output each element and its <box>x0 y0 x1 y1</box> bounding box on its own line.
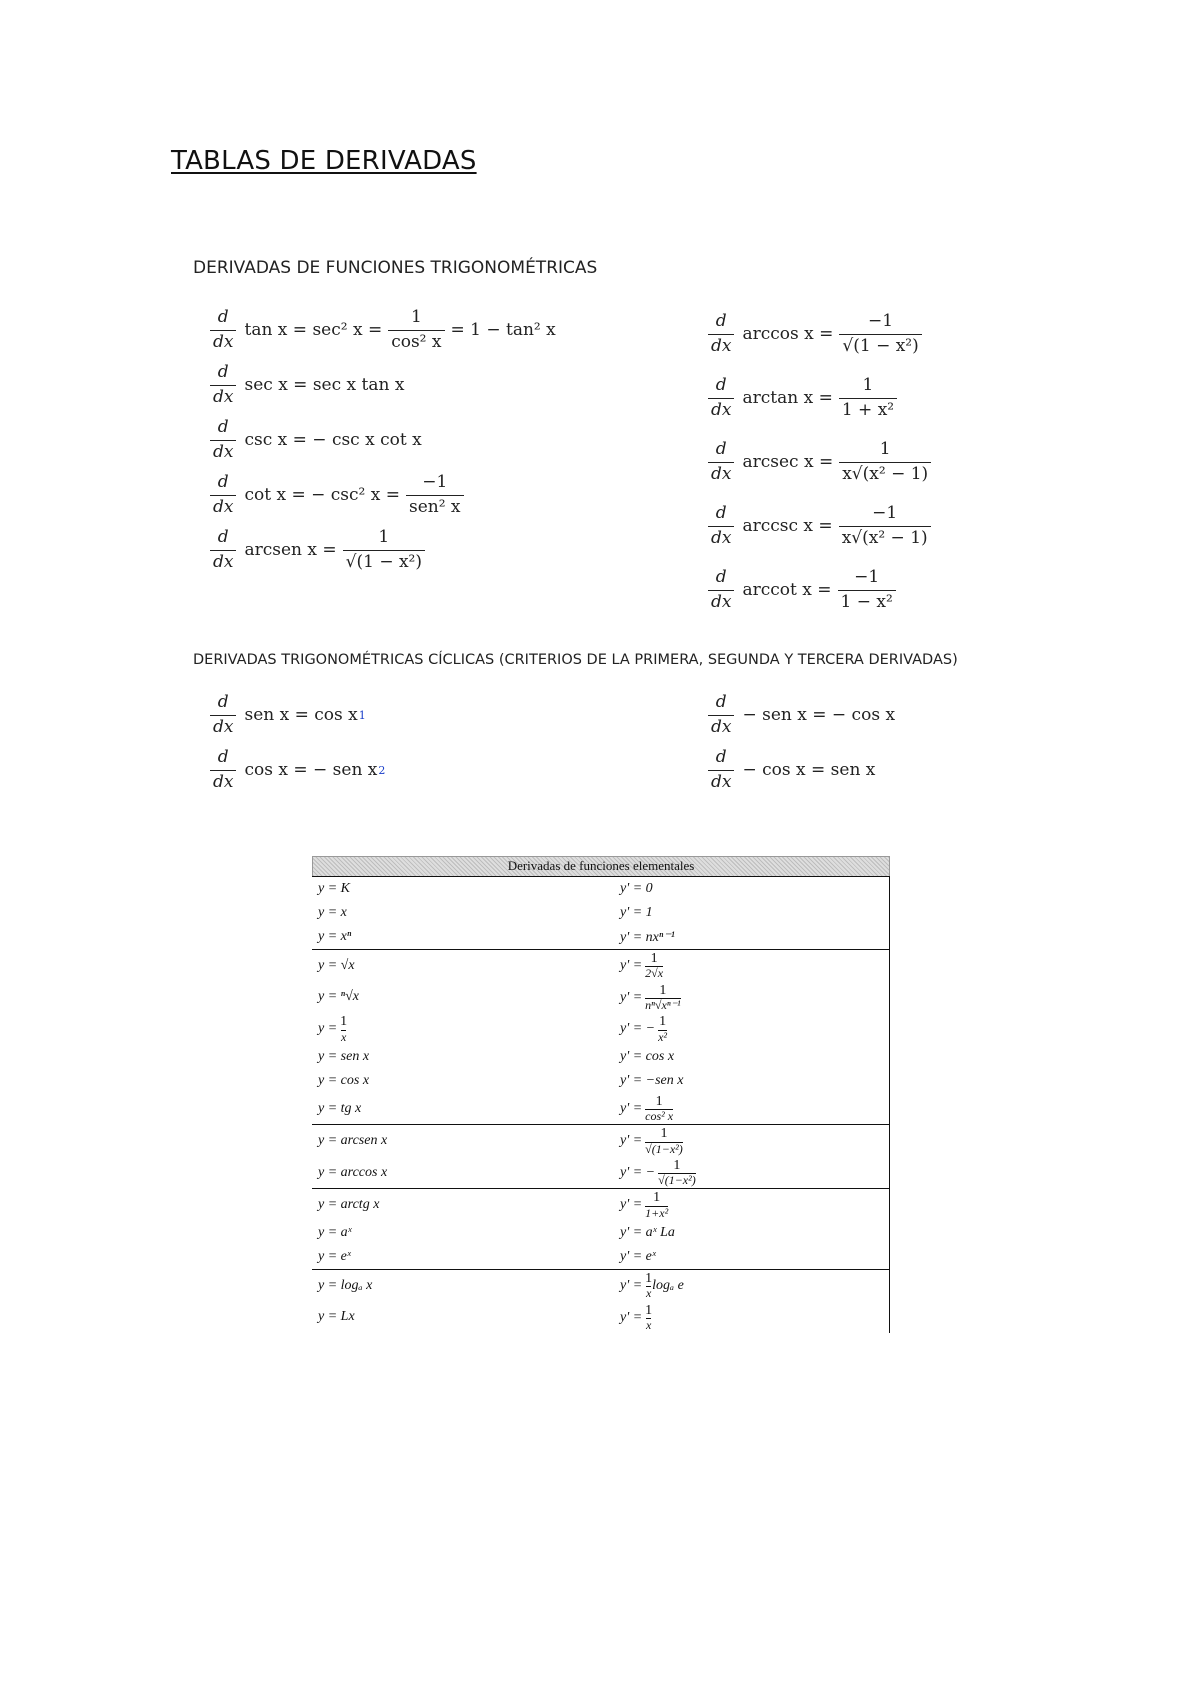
formula-expression: sec x = sec x tan x <box>244 375 405 396</box>
derivative-operator <box>210 418 236 462</box>
result-fraction <box>388 308 444 352</box>
operator-numerator: d <box>715 567 727 587</box>
table-row <box>312 982 890 1014</box>
derivative-fraction <box>645 983 680 1013</box>
derivative-text: y' = <box>620 958 643 973</box>
table-row <box>312 1189 890 1221</box>
operator-denominator: dx <box>708 462 734 485</box>
fraction-denominator: cos² x <box>645 1109 674 1124</box>
fraction-numerator: 1 <box>659 1014 667 1030</box>
fraction-numerator: 1 <box>410 307 422 327</box>
fraction-denominator: x² <box>658 1029 668 1044</box>
derivative-fraction <box>645 1094 673 1124</box>
operator-denominator: dx <box>708 715 734 738</box>
formula-expression: sen x = cos x <box>244 705 358 726</box>
operator-numerator: d <box>715 503 727 523</box>
function-text: y = xⁿ <box>318 929 352 944</box>
derivative-operator <box>708 504 734 548</box>
function-cell <box>312 1125 614 1157</box>
operator-denominator: dx <box>708 398 734 421</box>
table-row <box>312 925 890 950</box>
trig-right-formula <box>708 568 902 612</box>
operator-numerator: d <box>217 307 229 327</box>
derivative-operator <box>708 693 734 737</box>
derivative-cell <box>614 1013 890 1045</box>
function-cell <box>312 1221 614 1245</box>
derivative-cell <box>614 982 890 1014</box>
result-fraction <box>839 312 921 356</box>
formula-tail: = 1 − tan² x <box>450 320 556 341</box>
footnote-marker: 2 <box>378 763 386 777</box>
fraction-numerator: −1 <box>868 311 894 331</box>
derivative-text: y' = eˣ <box>620 1249 656 1265</box>
operator-numerator: d <box>217 692 229 712</box>
result-fraction <box>839 440 931 484</box>
fraction-denominator: nⁿ√xⁿ⁻¹ <box>645 997 681 1012</box>
formula-expression: cot x = − csc² x = <box>244 485 400 506</box>
operator-numerator: d <box>217 362 229 382</box>
derivative-fraction <box>658 1014 667 1044</box>
derivative-operator <box>708 440 734 484</box>
derivative-text: y' = nxⁿ⁻¹ <box>620 929 675 945</box>
derivative-cell <box>614 1302 890 1334</box>
derivative-text: y' = 1 <box>620 905 653 920</box>
derivative-text: y' = −sen x <box>620 1072 684 1088</box>
derivative-operator <box>210 473 236 517</box>
fraction-numerator: −1 <box>854 567 880 587</box>
operator-denominator: dx <box>210 330 236 353</box>
fraction-denominator: cos² x <box>388 330 444 353</box>
derivative-cell <box>614 1245 890 1270</box>
function-cell <box>312 1045 614 1069</box>
derivative-operator <box>210 693 236 737</box>
fraction-numerator: −1 <box>422 472 448 492</box>
derivative-fraction <box>645 951 663 981</box>
operator-numerator: d <box>217 747 229 767</box>
trig-right-formula <box>708 312 928 356</box>
section-heading-trig: DERIVADAS DE FUNCIONES TRIGONOMÉTRICAS <box>193 258 598 278</box>
operator-denominator: dx <box>708 770 734 793</box>
operator-denominator: dx <box>210 550 236 573</box>
operator-numerator: d <box>715 692 727 712</box>
function-text: y = aˣ <box>318 1225 352 1241</box>
derivative-fraction <box>645 1126 683 1156</box>
fraction-numerator: 1 <box>660 1126 668 1142</box>
operator-denominator: dx <box>210 385 236 408</box>
function-fraction <box>340 1014 347 1044</box>
formula-expression: − cos x = sen x <box>742 760 876 781</box>
fraction-denominator: sen² x <box>406 495 464 518</box>
cyclic-right-formula <box>708 748 875 792</box>
trig-left-formula <box>210 308 556 352</box>
fraction-denominator: √(1 − x²) <box>839 334 921 357</box>
derivative-cell <box>614 1157 890 1189</box>
fraction-denominator: x <box>645 1318 652 1333</box>
function-text: y = arccos x <box>318 1164 388 1180</box>
result-fraction <box>343 528 425 572</box>
derivative-text: y' = <box>620 1197 643 1213</box>
derivative-cell <box>614 1270 890 1302</box>
function-text: y = eˣ <box>318 1249 351 1265</box>
operator-numerator: d <box>217 417 229 437</box>
derivative-text: y' = aˣ La <box>620 1225 675 1241</box>
derivative-fraction <box>658 1158 696 1188</box>
fraction-numerator: 1 <box>673 1157 681 1173</box>
fraction-denominator: √(1−x²) <box>658 1173 696 1188</box>
derivative-fraction <box>645 1190 668 1220</box>
table-row <box>312 950 890 982</box>
function-text: y = x <box>318 905 347 920</box>
cyclic-left-formula <box>210 693 366 737</box>
operator-numerator: d <box>715 439 727 459</box>
derivative-cell <box>614 1045 890 1069</box>
operator-numerator: d <box>217 472 229 492</box>
function-text: y = tg x <box>318 1100 362 1116</box>
fraction-numerator: 1 <box>378 527 390 547</box>
fraction-denominator: x√(x² − 1) <box>839 526 931 549</box>
formula-expression: tan x = sec² x = <box>244 320 383 341</box>
fraction-numerator: 1 <box>653 1190 661 1206</box>
operator-denominator: dx <box>210 440 236 463</box>
fraction-denominator: √(1−x²) <box>645 1141 683 1156</box>
derivative-cell <box>614 1221 890 1245</box>
trig-right-formula <box>708 504 937 548</box>
derivative-cell <box>614 925 890 950</box>
operator-numerator: d <box>715 747 727 767</box>
function-text: y = Lx <box>318 1309 355 1325</box>
function-cell <box>312 950 614 982</box>
function-cell <box>312 1189 614 1221</box>
derivative-cell <box>614 1069 890 1093</box>
operator-denominator: dx <box>708 334 734 357</box>
trig-left-formula <box>210 473 470 517</box>
result-fraction <box>839 504 931 548</box>
derivative-operator <box>210 528 236 572</box>
result-fraction <box>838 568 896 612</box>
operator-numerator: d <box>715 311 727 331</box>
formula-expression: arcsen x = <box>244 540 337 561</box>
operator-denominator: dx <box>708 590 734 613</box>
section-heading-cyclic: DERIVADAS TRIGONOMÉTRICAS CÍCLICAS (CRITERIOS DE LA PRIMERA, SEGUNDA Y TERCERA DERIVADAS) <box>193 652 958 668</box>
derivative-cell <box>614 877 890 902</box>
fraction-numerator: 1 <box>340 1014 348 1030</box>
table-row <box>312 1093 890 1125</box>
footnote-marker: 1 <box>358 708 366 722</box>
cyclic-left-formula <box>210 748 385 792</box>
function-cell <box>312 1245 614 1270</box>
function-text: y = logₐ x <box>318 1277 373 1293</box>
derivative-text: y' = <box>620 1133 643 1149</box>
elementary-derivatives-table <box>312 856 890 1333</box>
derivative-text: y' = <box>620 1309 643 1325</box>
derivative-text: y' = <box>620 1278 643 1294</box>
fraction-numerator: 1 <box>659 982 667 998</box>
formula-expression: − sen x = − cos x <box>742 705 896 726</box>
derivative-operator <box>210 308 236 352</box>
formula-expression: cos x = − sen x <box>244 760 378 781</box>
page-title: TABLAS DE DERIVADAS <box>171 146 477 176</box>
fraction-denominator: 1 + x² <box>839 398 897 421</box>
function-text: y = sen x <box>318 1048 370 1064</box>
trig-left-formula <box>210 363 404 407</box>
trig-right-formula <box>708 376 903 420</box>
derivative-tail: logₐ e <box>652 1278 684 1294</box>
derivative-operator <box>708 568 734 612</box>
function-text: y = √x <box>318 957 355 973</box>
derivative-operator <box>708 748 734 792</box>
formula-expression: csc x = − csc x cot x <box>244 430 422 451</box>
derivative-operator <box>708 312 734 356</box>
fraction-denominator: x <box>645 1286 652 1301</box>
table-row <box>312 901 890 925</box>
function-text: y = arcsen x <box>318 1133 388 1149</box>
function-cell <box>312 982 614 1014</box>
formula-expression: arctan x = <box>742 388 833 409</box>
formula-expression: arcsec x = <box>742 452 834 473</box>
derivative-text: y' = <box>620 989 643 1005</box>
function-cell <box>312 1302 614 1334</box>
fraction-numerator: 1 <box>655 1093 663 1109</box>
table-row <box>312 1270 890 1302</box>
result-fraction <box>406 473 464 517</box>
fraction-numerator: 1 <box>645 1302 653 1318</box>
derivative-text: y' = <box>620 1100 643 1116</box>
cyclic-right-formula <box>708 693 895 737</box>
function-cell <box>312 925 614 950</box>
derivative-cell <box>614 901 890 925</box>
table-row <box>312 1221 890 1245</box>
trig-right-formula <box>708 440 937 484</box>
derivative-operator <box>708 376 734 420</box>
function-cell <box>312 1069 614 1093</box>
trig-left-formula <box>210 418 422 462</box>
operator-numerator: d <box>715 375 727 395</box>
derivative-text: y' = − <box>620 1021 656 1037</box>
table-row <box>312 1013 890 1045</box>
function-cell <box>312 1270 614 1302</box>
derivative-text: y' = cos x <box>620 1048 675 1064</box>
table-row <box>312 1157 890 1189</box>
table-caption: Derivadas de funciones elementales <box>312 856 890 876</box>
fraction-denominator: 1+x² <box>645 1205 669 1220</box>
fraction-denominator: 1 − x² <box>838 590 896 613</box>
formula-expression: arccsc x = <box>742 516 833 537</box>
operator-numerator: d <box>217 527 229 547</box>
operator-denominator: dx <box>708 526 734 549</box>
table-row <box>312 877 890 902</box>
function-cell <box>312 1013 614 1045</box>
fraction-numerator: 1 <box>879 439 891 459</box>
derivative-cell <box>614 1093 890 1125</box>
derivative-fraction <box>645 1303 652 1333</box>
function-cell <box>312 901 614 925</box>
fraction-numerator: 1 <box>645 1271 653 1287</box>
derivative-cell <box>614 1125 890 1157</box>
function-cell <box>312 1157 614 1189</box>
fraction-numerator: 1 <box>650 951 658 966</box>
formula-expression: arccos x = <box>742 324 834 345</box>
derivative-cell <box>614 1189 890 1221</box>
function-text: y = K <box>318 881 350 896</box>
function-cell <box>312 1093 614 1125</box>
function-text: y = ⁿ√x <box>318 989 359 1005</box>
fraction-numerator: 1 <box>862 375 874 395</box>
function-cell <box>312 877 614 902</box>
table-row <box>312 1245 890 1270</box>
fraction-denominator: x <box>341 1029 347 1044</box>
result-fraction <box>839 376 897 420</box>
fraction-denominator: 2√x <box>645 966 664 981</box>
operator-denominator: dx <box>210 715 236 738</box>
fraction-denominator: √(1 − x²) <box>343 550 425 573</box>
function-text: y = arctg x <box>318 1197 380 1213</box>
derivative-operator <box>210 748 236 792</box>
derivative-cell <box>614 950 890 982</box>
derivative-text: y' = 0 <box>620 881 653 896</box>
formula-expression: arccot x = <box>742 580 832 601</box>
derivative-operator <box>210 363 236 407</box>
function-text: y = <box>318 1021 338 1037</box>
fraction-denominator: x√(x² − 1) <box>839 462 931 485</box>
fraction-numerator: −1 <box>872 503 898 523</box>
table-row <box>312 1302 890 1334</box>
table-row <box>312 1045 890 1069</box>
table-row <box>312 1125 890 1157</box>
operator-denominator: dx <box>210 495 236 518</box>
derivative-text: y' = − <box>620 1164 656 1180</box>
table-row <box>312 1069 890 1093</box>
trig-left-formula <box>210 528 431 572</box>
operator-denominator: dx <box>210 770 236 793</box>
function-text: y = cos x <box>318 1072 370 1088</box>
